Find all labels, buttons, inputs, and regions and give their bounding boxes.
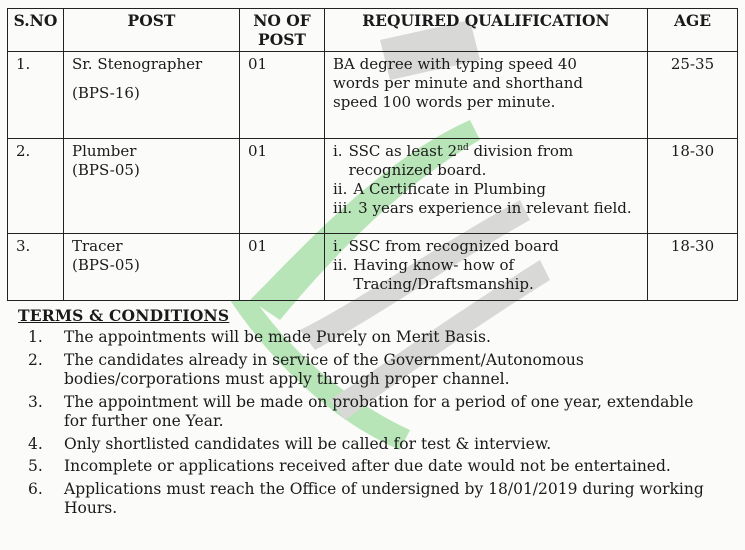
item-number: 4. — [28, 434, 43, 453]
jobs-table — [7, 8, 738, 301]
item-text: Having know- how of Tracing/Draftsmanship. — [353, 256, 534, 293]
item-number: 2. — [28, 350, 43, 369]
qualification-item — [333, 199, 639, 218]
post-bps: (BPS-05) — [72, 161, 140, 179]
header-sno: S.NO — [8, 9, 64, 52]
item-number: ii. — [333, 180, 348, 198]
row-age: 25-35 — [648, 52, 738, 139]
qualification-line: words per minute and shorthand — [333, 74, 583, 92]
row-post — [64, 52, 240, 139]
list-item — [18, 435, 718, 455]
qualification-item — [333, 256, 639, 294]
item-text: The appointment will be made on probation for a period of one year, extendable for further one Year. — [64, 392, 694, 430]
item-number: 3. — [28, 392, 43, 411]
qualification-line: speed 100 words per minute. — [333, 93, 556, 111]
item-text: SSC from recognized board — [348, 237, 559, 255]
item-text: The appointments will be made Purely on Merit Basis. — [64, 328, 491, 346]
item-text — [349, 142, 639, 180]
item-text: 3 years experience in relevant field. — [358, 199, 632, 217]
header-no-of-post: NO OF POST — [240, 9, 325, 52]
row-age: 18-30 — [648, 139, 738, 234]
item-number: i. — [333, 142, 343, 160]
qualification-line: BA degree with typing speed 40 — [333, 55, 577, 73]
row-no-of-post: 01 — [240, 52, 325, 139]
header-post: POST — [64, 9, 240, 52]
item-text: A Certificate in Plumbing — [353, 180, 547, 198]
row-sno: 2. — [8, 139, 64, 234]
row-no-of-post: 01 — [240, 139, 325, 234]
item-number: 1. — [28, 328, 43, 346]
post-bps: (BPS-05) — [72, 256, 140, 274]
row-sno: 3. — [8, 234, 64, 301]
item-number: ii. — [333, 256, 348, 274]
row-qualification — [325, 234, 648, 301]
post-name: Plumber — [72, 142, 137, 160]
terms-section — [18, 306, 718, 522]
post-bps: (BPS-16) — [72, 84, 140, 102]
header-required-qualification: REQUIRED QUALIFICATION — [325, 9, 648, 52]
row-age: 18-30 — [648, 234, 738, 301]
terms-list — [18, 328, 718, 519]
table-header-row — [8, 9, 738, 52]
item-number: 6. — [28, 479, 43, 498]
post-name: Tracer — [72, 237, 123, 255]
item-text: Incomplete or applications received after due date would not be entertained. — [64, 457, 671, 475]
item-number: 5. — [28, 457, 43, 475]
row-post — [64, 234, 240, 301]
row-no-of-post: 01 — [240, 234, 325, 301]
item-text: The candidates already in service of the Government/Autonomous bodies/corporations must apply through proper channel. — [64, 350, 584, 388]
list-item — [18, 457, 718, 477]
table-row — [8, 52, 738, 139]
list-item — [18, 480, 718, 519]
table-row — [8, 234, 738, 301]
item-text-part: SSC as least 2 — [348, 142, 458, 160]
post-name: Sr. Stenographer — [72, 55, 203, 73]
row-qualification — [325, 52, 648, 139]
item-text: Only shortlisted candidates will be called for test & interview. — [64, 434, 552, 453]
list-item — [18, 351, 718, 390]
item-number: iii. — [333, 199, 353, 217]
item-number: i. — [333, 237, 343, 255]
terms-heading: TERMS & CONDITIONS — [18, 306, 230, 325]
qualification-item — [333, 180, 639, 199]
ordinal-suffix: nd — [457, 143, 469, 153]
list-item — [18, 328, 718, 348]
row-sno: 1. — [8, 52, 64, 139]
qualification-item — [333, 237, 639, 256]
list-item — [18, 393, 718, 432]
header-age: AGE — [648, 9, 738, 52]
item-text: Applications must reach the Office of undersigned by 18/01/2019 during working Hours. — [64, 479, 704, 517]
row-post — [64, 139, 240, 234]
table-row — [8, 139, 738, 234]
row-qualification — [325, 139, 648, 234]
qualification-item — [333, 142, 639, 180]
item-text-part: division from recognized board. — [348, 142, 574, 179]
